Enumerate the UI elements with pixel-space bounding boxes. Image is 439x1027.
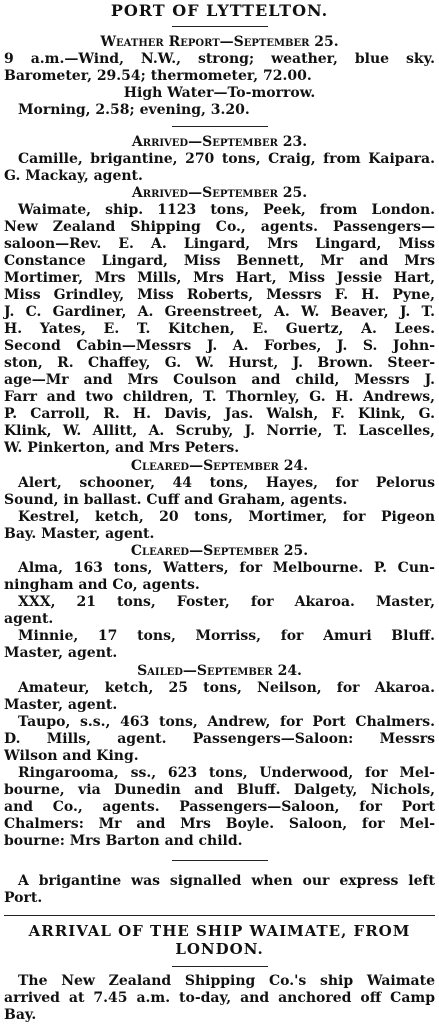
entry-line: Second Cabin—Messrs J. A. Forbes, J. S. John- [4, 338, 435, 354]
arrived-23-heading: Arrived—September 23. [131, 134, 308, 150]
entry-line: ningham and Co, agents. [4, 577, 200, 593]
divider [172, 860, 268, 861]
divider [172, 966, 268, 967]
entry-line: New Zealand Shipping Co., agents. Passengers— [4, 219, 435, 235]
entry-line: saloon—Rev. E. A. Lingard, Mrs Lingard, Miss [4, 236, 435, 252]
entry-line: Minnie, 17 tons, Morriss, for Amuri Bluff. [18, 628, 435, 644]
entry-line: Amateur, ketch, 25 tons, Neilson, for Akaroa. [18, 680, 435, 696]
entry-line: Klink, W. Allitt, A. Scruby, J. Norrie, T. Lascelles, [4, 423, 435, 439]
divider [4, 915, 435, 916]
article-line: arrived at 7.45 a.m. to-day, and anchored off Camp [4, 990, 435, 1006]
weather-heading: Weather Report—September 25. [100, 34, 339, 50]
arrival-headline: LONDON. [175, 940, 264, 958]
arrived-25-heading: Arrived—September 25. [131, 185, 308, 201]
entry-line: Mortimer, Mrs Mills, Mrs Hart, Miss Jessie Hart, [4, 270, 435, 286]
divider [172, 26, 268, 27]
entry-line: Constance Lingard, Miss Bennett, Mr and Mrs [4, 253, 435, 269]
entry-line: bourne, via Dunedin and Bluff. Dalgety, Nichols, [4, 782, 435, 798]
entry-line: Chalmers: Mr and Mrs Boyle. Saloon, for Mel- [4, 816, 435, 832]
entry-line: Bay. Master, agent. [4, 526, 155, 542]
article-line: Bay. [4, 1007, 37, 1023]
entry-line: G. Mackay, agent. [4, 168, 143, 184]
entry-line: Wilson and King. [4, 748, 139, 764]
entry-line: XXX, 21 tons, Foster, for Akaroa. Master, [18, 594, 435, 610]
entry-line: age—Mr and Mrs Coulson and child, Messrs J. [4, 372, 435, 388]
entry-line: Waimate, ship. 1123 tons, Peek, from London. [18, 202, 435, 218]
entry-line: Farr and two children, T. Thornley, G. H. Andrews, [4, 389, 435, 405]
high-water-heading: High Water—To-morrow. [123, 85, 316, 101]
entry-line: Alert, schooner, 44 tons, Hayes, for Pelorus [18, 475, 435, 491]
entry-line: J. C. Gardiner, A. Greenstreet, A. W. Beaver, J. T. [4, 304, 435, 320]
entry-line: W. Pinkerton, and Mrs Peters. [4, 440, 240, 456]
weather-line: 9 a.m.—Wind, N.W., strong; weather, blue sky. [4, 51, 435, 67]
page-title: PORT OF LYTTELTON. [110, 1, 329, 20]
article-line: The New Zealand Shipping Co.'s ship Waimate [18, 973, 435, 989]
entry-line: ston, R. Chaffey, G. W. Hurst, J. Brown. Steer- [4, 355, 435, 371]
sailed-24-heading: Sailed—September 24. [137, 663, 302, 679]
signal-line: Port. [4, 890, 43, 906]
entry-line: and Co., agents. Passengers—Saloon, for Port [4, 799, 435, 815]
divider [172, 126, 268, 127]
entry-line: Sound, in ballast. Cuff and Graham, agents. [4, 492, 348, 508]
entry-line: Master, agent. [4, 697, 118, 713]
entry-line: P. Carroll, R. H. Davis, Jas. Walsh, F. Klink, G. [4, 406, 435, 422]
entry-line: Master, agent. [4, 645, 118, 661]
arrival-headline: ARRIVAL OF THE SHIP WAIMATE, FROM [28, 922, 411, 940]
entry-line: bourne: Mrs Barton and child. [4, 833, 243, 849]
high-water-times: Morning, 2.58; evening, 3.20. [18, 102, 250, 118]
entry-line: Kestrel, ketch, 20 tons, Mortimer, for Pigeon [18, 509, 435, 525]
entry-line: Camille, brigantine, 270 tons, Craig, from Kaipara. [18, 151, 435, 167]
entry-line: agent. [4, 611, 54, 627]
entry-line: Ringarooma, ss., 623 tons, Underwood, for Mel- [18, 765, 435, 781]
entry-line: Taupo, s.s., 463 tons, Andrew, for Port Chalmers. [18, 714, 435, 730]
signal-line: A brigantine was signalled when our express left [18, 873, 435, 889]
cleared-24-heading: Cleared—September 24. [130, 458, 309, 474]
entry-line: H. Yates, E. T. Kitchen, E. Guertz, A. Lees. [4, 321, 435, 337]
entry-line: D. Mills, agent. Passengers—Saloon: Messrs [4, 731, 435, 747]
entry-line: Alma, 163 tons, Watters, for Melbourne. P. Cun- [18, 560, 435, 576]
entry-line: Miss Grindley, Miss Roberts, Messrs F. H. Pyne, [4, 287, 435, 303]
cleared-25-heading: Cleared—September 25. [130, 543, 309, 559]
weather-line: Barometer, 29.54; thermometer, 72.00. [4, 68, 312, 84]
